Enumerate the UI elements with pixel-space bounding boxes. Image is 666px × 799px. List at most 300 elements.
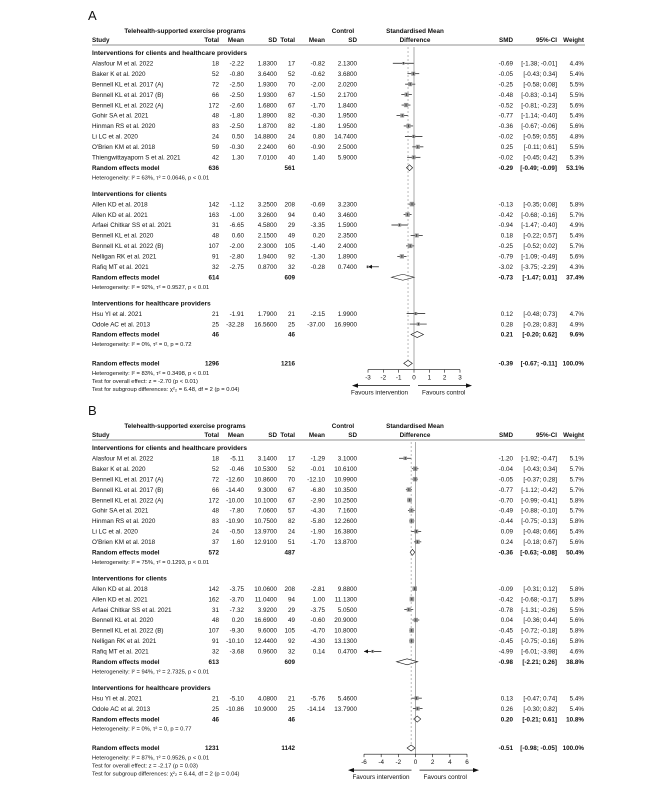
study-name: Bennell KL et al. 2022 (B) [92,243,164,251]
weight-value: 5.4% [569,70,584,78]
ci-value: [-0.47; 0.74] [523,695,557,703]
summary-total-control: 609 [284,659,295,666]
panel-label: A [88,8,97,23]
ci-value: [-0.11; 0.61] [523,144,557,152]
mean-value: 0.50 [231,133,244,141]
total-value: 72 [211,81,219,89]
sd-control-value: 5.0500 [337,606,357,614]
sd-value: 10.8600 [254,476,277,484]
total-control-value: 32 [287,648,295,656]
sd-control-value: 13.1300 [334,638,357,646]
total-control-value: 29 [287,222,295,230]
study-name: Bennell KL et al. 2020 [92,617,154,625]
x-tick-label: 2 [442,374,447,382]
summary-weight: 100.0% [562,745,584,753]
mean-value: -2.50 [229,91,244,99]
mean-control-value: -1.50 [310,91,325,99]
header-weight: Weight [563,37,584,44]
mean-control-value: -1.70 [310,102,325,110]
smd-value: -0.78 [498,606,513,614]
sd-control-value: 10.6100 [334,465,357,473]
subgroup-title: Interventions for clients [92,575,167,583]
mean-control-value: -4.30 [310,638,325,646]
overall-footnote: Heterogeneity: I² = 83%, τ² = 0.3498, p < 0.01 [92,371,210,378]
mean-value: -3.70 [229,596,244,604]
random-effects-label: Random effects model [92,659,160,666]
ci-value: [-0.72; -0.18] [521,627,557,635]
subgroup-title: Interventions for healthcare providers [92,300,211,308]
mean-control-value: -5.76 [310,695,325,703]
ci-value: [-1.92; -0.47] [521,455,557,463]
smd-value: -0.45 [498,627,513,635]
total-control-value: 208 [284,201,295,209]
x-tick-label: -3 [365,374,371,382]
smd-value: -0.44 [498,518,513,526]
weight-value: 5.6% [569,253,584,261]
sd-control-value: 3.1000 [337,455,357,463]
study-name: Bennell KL et al. 2017 (B) [92,91,164,99]
summary-ci: [-0.63; -0.08] [520,549,557,557]
total-control-value: 21 [287,310,295,318]
ci-value: [-0.75; -0.13] [521,518,557,526]
sd-control-value: 1.8400 [337,102,357,110]
mean-control-value: 1.00 [312,596,325,604]
study-name: Rafiq MT et al. 2021 [92,648,149,656]
smd-value: 0.13 [500,695,513,703]
overall-footnote: Heterogeneity: I² = 87%, τ² = 0.9526, p < 0.01 [92,755,210,762]
weight-value: 5.7% [569,507,584,515]
header-total-control: Total [280,432,295,439]
total-control-value: 82 [287,518,295,526]
ci-value: [-0.68; -0.16] [521,211,557,219]
sd-value: 1.8300 [257,60,277,68]
smd-value: -0.02 [498,133,513,141]
total-value: 48 [211,507,219,515]
ci-value: [-1.09; -0.49] [521,253,557,261]
mean-control-value: -1.90 [310,528,325,536]
mean-control-value: -2.81 [310,585,325,593]
summary-weight: 37.4% [566,274,584,282]
summary-smd: -0.39 [498,360,513,368]
sd-value: 3.1400 [257,455,277,463]
smd-value: 0.24 [500,539,513,547]
ci-value: [-0.31; 0.12] [523,585,557,593]
sd-control-value: 9.8800 [337,585,357,593]
sd-value: 0.8700 [257,264,277,271]
summary-ci: [-0.49; -0.09] [520,164,557,172]
total-value: 83 [211,518,219,526]
study-name: Hsu YI et al. 2021 [92,695,142,703]
sd-control-value: 2.0200 [337,81,357,89]
summary-smd: -0.36 [498,549,513,557]
sd-value: 10.9000 [254,705,277,713]
total-value: 66 [211,91,219,99]
x-tick-label: -2 [395,759,402,767]
smd-value: 0.25 [500,144,513,152]
mean-control-value: -1.30 [310,253,325,261]
weight-value: 5.7% [569,211,584,219]
ci-value: [-6.01; -3.98] [521,648,557,656]
mean-value: -1.12 [229,201,244,209]
ci-arrow [364,649,368,653]
total-control-value: 82 [287,112,295,120]
mean-value: -0.80 [229,70,244,78]
subgroup-title: Interventions for clients and healthcare providers [92,445,247,452]
ci-value: [-0.43; 0.34] [523,465,557,473]
x-tick-label: 6 [465,759,469,767]
total-value: 21 [211,310,219,318]
sd-control-value: 3.2300 [337,201,357,209]
ci-value: [-0.30; 0.82] [523,705,557,713]
smd-value: 0.18 [500,232,513,240]
sd-value: 13.9700 [254,528,277,536]
x-tick-label: -2 [380,374,387,382]
study-name: Li LC et al. 2020 [92,528,138,536]
mean-value: -9.30 [229,627,244,635]
total-control-value: 94 [287,211,295,219]
ci-value: [-1.14; -0.40] [521,112,557,120]
sd-value: 0.9600 [257,648,277,656]
summary-total: 1231 [204,745,219,753]
favours-intervention-label: Favours intervention [352,774,410,782]
sd-control-value: 2.4000 [337,243,357,251]
smd-value: 0.04 [500,617,513,625]
mean-control-value: -2.15 [310,310,325,318]
header-ci: 95%-CI [536,432,557,439]
summary-diamond [407,745,415,751]
x-tick-label: -4 [378,759,384,767]
ci-value: [-0.28; 0.83] [523,321,557,329]
random-effects-label: Random effects model [92,331,160,339]
weight-value: 5.8% [569,518,584,526]
summary-total: 613 [208,659,219,666]
weight-value: 5.8% [569,638,584,646]
heterogeneity-text: Heterogeneity: I² = 0%, τ² = 0, p = 0.72 [92,342,192,349]
sd-control-value: 1.9500 [337,112,357,120]
weight-value: 4.4% [569,60,584,68]
summary-diamond [404,360,413,366]
sd-control-value: 7.1600 [337,507,357,515]
total-value: 142 [208,585,219,593]
ci-value: [-3.75; -2.29] [521,264,557,271]
weight-value: 5.4% [569,232,584,240]
summary-weight: 38.8% [566,659,584,666]
sd-value: 2.1500 [257,232,277,240]
weight-value: 4.3% [569,264,584,271]
header-total-control: Total [280,37,295,44]
smd-value: -0.36 [498,123,513,131]
smd-value: -0.13 [498,201,513,209]
mean-control-value: -37.00 [307,321,325,329]
total-control-value: 105 [284,243,295,251]
overall-footnote: Test for subgroup differences: χ²₂ = 6.44, df = 2 (p = 0.04) [92,771,240,778]
mean-value: 1.30 [231,154,244,162]
summary-smd: -0.73 [498,274,513,282]
sd-value: 11.0400 [254,596,277,604]
sd-control-value: 14.7400 [334,133,357,141]
mean-value: -10.86 [226,705,244,713]
mean-value: -3.75 [229,585,244,593]
mean-control-value: -1.29 [310,455,325,463]
total-value: 24 [211,528,219,536]
ci-value: [-1.38; -0.01] [521,60,557,68]
total-value: 32 [211,264,219,271]
summary-diamond [410,549,415,555]
mean-value: -1.80 [229,112,244,120]
study-name: Alasfour M et al. 2022 [92,455,154,463]
favours-control-arrowhead [466,383,472,387]
smd-value: -0.77 [498,112,513,120]
smd-value: -0.45 [498,638,513,646]
ci-value: [-0.68; -0.17] [521,596,557,604]
study-name: Bennell KL et al. 2022 (A) [92,102,164,110]
ci-value: [-0.18; 0.67] [523,539,557,547]
study-name: Gohir SA et al. 2021 [92,507,149,515]
summary-ci: [-0.67; -0.11] [520,360,557,368]
header-weight: Weight [563,432,584,439]
subgroup-title: Interventions for clients and healthcare providers [92,50,247,57]
weight-value: 5.7% [569,243,584,251]
sd-value: 7.0100 [257,154,277,162]
sd-control-value: 1.8900 [337,253,357,261]
smd-value: -0.05 [498,476,513,484]
sd-value: 2.3000 [257,243,277,251]
sd-control-value: 10.8000 [334,627,357,635]
mean-value: -14.40 [226,486,244,494]
summary-total-control: 1142 [281,745,295,753]
summary-ci: [-1.47; 0.01] [522,274,557,282]
smd-value: 0.26 [500,705,513,713]
total-control-value: 25 [287,705,295,713]
x-tick-label: 3 [458,374,462,382]
total-value: 172 [208,102,219,110]
ci-value: [-1.31; -0.26] [521,606,557,614]
total-value: 48 [211,112,219,120]
study-name: Bennell KL et al. 2020 [92,232,154,240]
heterogeneity-text: Heterogeneity: I² = 63%, τ² = 0.0646, p < 0.01 [92,175,210,182]
total-control-value: 17 [287,60,295,68]
ci-value: [-0.88; -0.10] [521,507,557,515]
total-value: 91 [211,638,219,646]
sd-value: 3.9200 [257,606,277,614]
mean-value: -6.65 [229,222,244,230]
header-total: Total [204,37,219,44]
sd-value: 9.6000 [257,627,277,635]
total-control-value: 70 [287,81,295,89]
mean-control-value: 0.80 [312,133,325,141]
mean-control-value: 0.20 [312,232,325,240]
sd-value: 7.0600 [257,507,277,515]
summary-diamond [397,659,418,665]
weight-value: 5.8% [569,585,584,593]
mean-control-value: -2.00 [310,81,325,89]
smd-value: -0.05 [498,70,513,78]
study-name: Hsu YI et al. 2021 [92,310,142,318]
ci-value: [-0.45; 0.42] [523,154,557,162]
favours-intervention-label: Favours intervention [350,389,408,397]
weight-value: 5.4% [569,695,584,703]
mean-value: -10.10 [226,638,244,646]
weight-value: 5.8% [569,497,584,505]
total-control-value: 25 [287,321,295,329]
sd-value: 3.2500 [257,201,277,209]
study-name: Rafiq MT et al. 2021 [92,264,149,271]
weight-value: 5.6% [569,102,584,110]
heterogeneity-text: Heterogeneity: I² = 75%, τ² = 0.1293, p < 0.01 [92,559,210,566]
header-programs: Telehealth-supported exercise programs [124,423,246,430]
summary-smd: -0.29 [498,164,513,172]
ci-value: [-0.99; -0.41] [521,497,557,505]
sd-value: 10.0600 [254,585,277,593]
overall-footnote: Test for subgroup differences: χ²₂ = 6.48, df = 2 (p = 0.04) [92,387,240,394]
sd-value: 12.9100 [254,539,277,547]
total-control-value: 29 [287,606,295,614]
summary-total-control: 561 [284,164,295,172]
sd-control-value: 10.3500 [334,486,357,494]
total-control-value: 94 [287,596,295,604]
total-control-value: 40 [287,154,295,162]
summary-total: 636 [208,164,219,172]
total-value: 59 [211,144,219,152]
total-control-value: 49 [287,232,295,240]
mean-control-value: -3.35 [310,222,325,230]
total-control-value: 57 [287,507,295,515]
header-sd-control: SD [348,432,357,439]
smd-value: 0.09 [500,528,513,536]
panel-label: B [88,403,97,418]
weight-value: 4.9% [569,321,584,329]
mean-value: -10.90 [226,518,244,526]
smd-value: -0.49 [498,507,513,515]
mean-value: -5.10 [229,695,244,703]
sd-value: 14.8800 [254,133,277,141]
total-value: 48 [211,617,219,625]
mean-value: -7.80 [229,507,244,515]
total-control-value: 82 [287,123,295,131]
weight-value: 5.3% [569,154,584,162]
total-control-value: 32 [287,264,295,271]
x-tick-label: -6 [361,759,367,767]
sd-control-value: 1.9500 [337,123,357,131]
header-sd-control: SD [348,37,357,44]
sd-control-value: 0.4700 [337,648,357,656]
sd-control-value: 12.2600 [334,518,357,526]
total-control-value: 17 [287,455,295,463]
sd-value: 1.6800 [257,102,277,110]
mean-control-value: -0.82 [310,60,325,68]
total-control-value: 92 [287,638,295,646]
ci-value: [-1.47; -0.40] [521,222,557,230]
header-smd: SMD [499,432,513,439]
sd-value: 10.1000 [254,497,277,505]
study-name: Allen KD et al. 2021 [92,596,148,604]
total-value: 162 [208,596,219,604]
mean-control-value: -1.80 [310,123,325,131]
summary-smd: -0.98 [498,659,513,666]
sd-control-value: 20.9000 [334,617,357,625]
x-tick-label: 0 [412,374,416,382]
summary-weight: 50.4% [566,549,584,557]
mean-control-value: -6.80 [310,486,325,494]
summary-total-control: 487 [284,549,295,557]
weight-value: 5.8% [569,201,584,209]
weight-value: 5.6% [569,123,584,131]
weight-value: 5.8% [569,596,584,604]
summary-total: 614 [208,274,219,282]
random-effects-label: Random effects model [92,164,160,172]
smd-value: -3.02 [498,264,513,271]
study-name: Baker K et al. 2020 [92,70,146,78]
study-name: Bennell KL et al. 2022 (B) [92,627,164,635]
mean-control-value: 1.40 [312,154,325,162]
study-name: Hinman RS et al. 2020 [92,123,156,131]
summary-total-control: 609 [284,274,295,282]
smd-value: -0.48 [498,91,513,99]
smd-value: -1.20 [498,455,513,463]
header-total: Total [204,432,219,439]
ci-value: [-0.43; 0.34] [523,70,557,78]
study-name: Allen KD et al. 2018 [92,201,148,209]
study-name: Odole AC et al. 2013 [92,321,151,329]
weight-value: 5.4% [569,528,584,536]
total-control-value: 67 [287,497,295,505]
sd-control-value: 16.9900 [334,321,357,329]
study-name: Thiengwittayaporn S et al. 2021 [92,154,181,162]
ci-value: [-0.48; 0.73] [523,310,557,318]
study-name: Li LC et al. 2020 [92,133,138,141]
sd-control-value: 1.5900 [337,222,357,230]
mean-control-value: -4.30 [310,507,325,515]
total-value: 52 [211,465,219,473]
study-name: Bennell KL et al. 2022 (A) [92,497,164,505]
total-control-value: 208 [284,585,295,593]
weight-value: 4.8% [569,133,584,141]
sd-value: 1.8900 [257,112,277,120]
weight-value: 5.5% [569,91,584,99]
mean-control-value: -0.01 [310,465,325,473]
favours-control-label: Favours control [423,774,467,782]
total-control-value: 52 [287,70,295,78]
total-control-value: 67 [287,91,295,99]
summary-total-control: 46 [287,331,295,339]
overall-footnote: Test for overall effect: z = -2.17 (p = 0.03) [92,763,198,770]
sd-control-value: 3.6800 [337,70,357,78]
sd-value: 10.7500 [254,518,277,526]
total-value: 107 [208,627,219,635]
mean-value: -5.11 [230,455,244,463]
sd-control-value: 0.7400 [337,264,357,271]
ci-value: [-0.59; 0.55] [523,133,557,141]
summary-smd: 0.20 [500,716,513,724]
header-study: Study [92,432,110,439]
mean-value: 0.20 [231,617,244,625]
mean-control-value: 0.40 [312,211,325,219]
x-tick-label: 4 [448,759,452,767]
mean-control-value: -0.69 [310,201,325,209]
header-sd: SD [268,432,277,439]
sd-value: 4.5800 [257,222,277,230]
summary-total: 46 [211,331,219,339]
summary-total: 1296 [204,360,219,368]
smd-value: -0.42 [498,596,513,604]
total-control-value: 21 [287,695,295,703]
weight-value: 4.7% [569,310,584,318]
mean-value: 0.60 [231,232,244,240]
ci-value: [-0.67; -0.06] [521,123,557,131]
ci-value: [-0.75; -0.16] [521,638,557,646]
summary-total: 46 [211,716,219,724]
sd-control-value: 2.1300 [337,60,357,68]
